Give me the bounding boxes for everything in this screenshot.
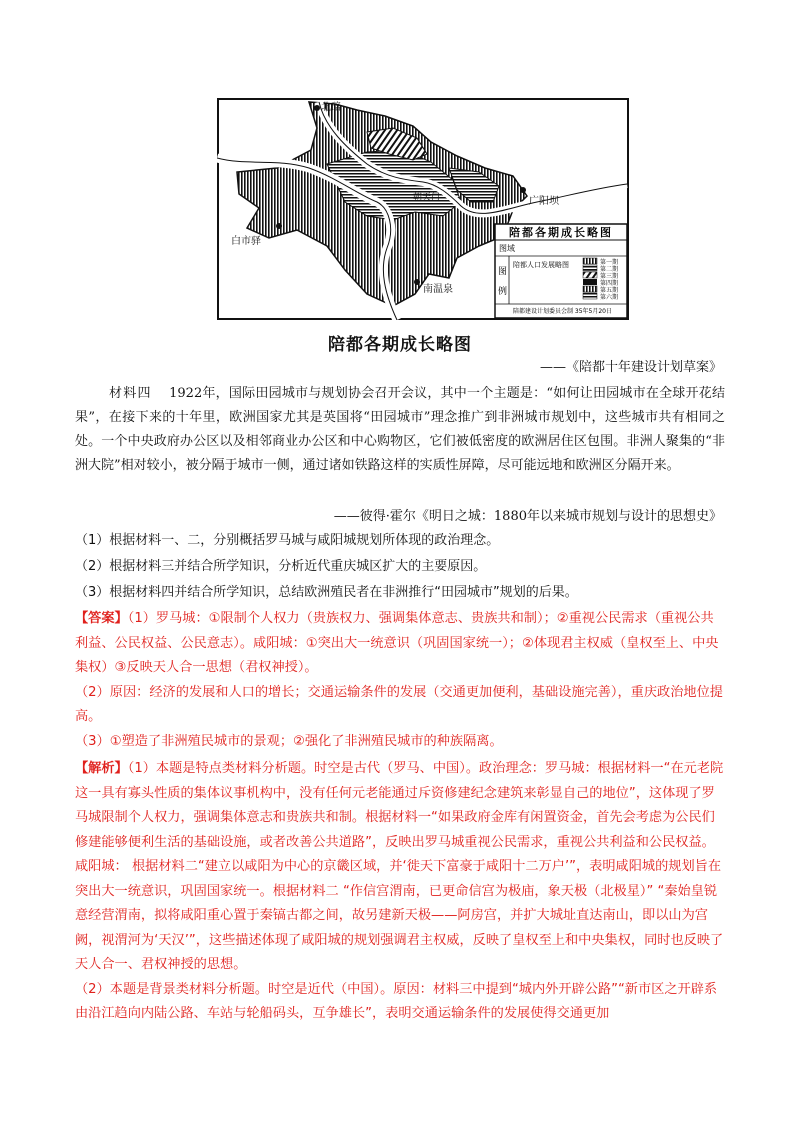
analysis-part-1: （1）本题是特点类材料分析题。时空是古代（罗马、中国）。政治理念：罗马城：根据材料一“在元老院这一具有寡头性质的集体议事机构中，没有任何元老能通过斥资修建纪念建筑来彰显自己的地位”，这体现了罗马城限制个人权力，强调集体意志和贵族共和制。根据材料一“如果政府金库有闲置资金，首先会考虑为公民们修建能够便利生活的基础设施，或者改善公共道路”，反映出罗马城重视公民需求，重视公共利益和公民权益。 咸阳城： 根据材料二“建立以咸阳为中心的京畿区域，并‘徙天下富豪于咸阳十二万户’”，表明咸阳城的规划旨在突出大一统意识，巩固国家统一。根据材料二 “作信宫渭南，已更命信宫为极庙，象天极（北极星）” “秦始皇锐意经营渭南，拟将咸阳重心置于秦镐古都之间，故另建新天极——阿房宫，并扩大城址直达南山，即以山为宫阙，视渭河为‘天汉’”，这些描述体现了咸阳城的规划强调君主权威，反映了皇权至上和中央集权，同时也反映了天人合一、君权神授的思想。 [75,761,724,972]
question-3: （3）根据材料四并结合所学知识，总结欧洲殖民者在非洲推行“田园城市”规划的后果。 [75,585,578,600]
question-2: （2）根据材料三并结合所学知识，分析近代重庆城区扩大的主要原因。 [75,559,487,574]
label-beibei: 北碚 [321,102,341,113]
legend-row-a: 图域 [499,244,515,253]
source-citation-1: ——《陪都十年建设计划草案》 [539,360,722,375]
label-guangyangba: 广阳坝 [529,196,559,207]
legend-title: 陪都各期成长略图 [509,226,613,239]
material-4-label: 材料四 [109,386,152,401]
legend-row-b: 陪都人口发展略图 [513,261,569,269]
legend-footer: 陪都建设计划委员会制 35年5月20日 [513,308,612,315]
legend-period-2: 第二期 [600,266,619,273]
guangyangba-marker [520,187,526,193]
baishiyi-marker [276,223,282,229]
beibei-marker [314,105,320,111]
question-1: （1）根据材料一、二，分别概括罗马城与咸阳城规划所体现的政治理念。 [75,533,500,548]
material-4-text: 1922年，国际田园城市与规划协会召开会议，其中一个主题是：“如何让田园城市在全球开花结果”，在接下来的十年里，欧洲国家尤其是英国将“田园城市”理念推广到非洲城市规划中，这些城市共有相同之处。一个中央政府办公区以及相邻商业办公区和中心购物区，它们被低密度的欧洲居住区包围。非洲人聚集的“非洲大院”相对较小，被分隔于城市一侧，通过诸如铁路这样的实质性屏障，尽可能远地和欧洲区分隔开来。 [75,386,725,473]
source-citation-2: ——彼得·霍尔《明日之城：1880年以来城市规划与设计的思想史》 [333,509,722,524]
answer-part-3: （3）①塑造了非洲殖民城市的景观；②强化了非洲殖民城市的种族隔离。 [75,733,503,749]
label-baishiyi: 白市驿 [231,236,261,247]
map-figure [217,98,629,320]
nanwenquan-marker [414,279,420,285]
analysis-block [75,757,725,1027]
answer-part-1: （1）罗马城：①限制个人权力（贵族权力、强调集体意志、贵族共和制）；②重视公民需求（重视公共利益、公民权益、公民意志）。咸阳城：①突出大一统意识（巩固国家统一）；②体现君主权威（皇权至上、中央集权）③反映天人合一思想（君权神授）。 [75,611,719,675]
legend-period-4: 第四期 [600,280,619,287]
answer-block [75,607,725,754]
analysis-tag: 【解析】 [75,761,128,776]
answer-part-2: （2）原因：经济的发展和人口的增长；交通运输条件的发展（交通更加便利，基础设施完善），重庆政治地位提高。 [75,684,723,724]
legend-period-3: 第三期 [600,273,619,280]
legend-tu: 图 [498,267,508,277]
figure-caption: 陪都各期成长略图 [328,335,472,355]
legend-li: 例 [498,287,508,297]
label-chaotianmen: 朝天门 [413,193,441,203]
analysis-part-2: （2）本题是背景类材料分析题。时空是近代（中国）。原因：材料三中提到“城内外开辟公路”“新市区之开辟系由沿江趋向内陆公路、车站与轮船码头，互争雄长”，表明交通运输条件的发展使得交通更加 [75,981,718,1021]
label-nanwenquan: 南温泉 [423,284,453,295]
map-legend [495,224,627,318]
legend-period-6: 第六期 [600,294,619,301]
material-4 [75,382,725,478]
answer-tag: 【答案】 [75,611,128,626]
legend-period-5: 第五期 [600,287,619,294]
legend-period-1: 第一期 [600,259,619,266]
